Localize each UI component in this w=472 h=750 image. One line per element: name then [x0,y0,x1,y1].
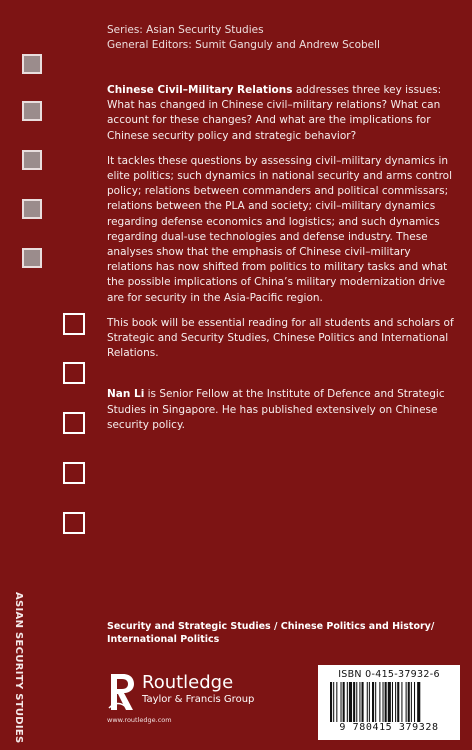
author-bio [107,387,459,433]
author-bio-text: is Senior Fellow at the Institute of Defence and Strategic Studies in Singapore. He has published extensively on Chinese security policy. [107,388,445,431]
book-title: Chinese Civil–Military Relations [107,84,293,96]
publisher-name: Routledge [142,672,234,693]
decorative-square-filled-5 [22,248,42,268]
series-name: Series: Asian Security Studies [107,24,264,36]
author-name: Nan Li [107,388,145,401]
decorative-square-open-5 [63,512,85,534]
routledge-logo-icon [107,672,137,712]
publisher-block [107,672,287,712]
decorative-square-filled-1 [22,54,42,74]
decorative-square-open-4 [63,462,85,484]
series-editors: General Editors: Sumit Ganguly and Andrew Scobell [107,39,380,51]
description-intro: addresses three key issues: What has changed in Chinese civil–military relations? What can account for these changes? And what are the implications for Chinese security policy and strategic behavior? [107,84,442,142]
decorative-square-open-2 [63,362,85,384]
barcode-bars-icon [330,682,454,722]
publisher-url: www.routledge.com [107,716,172,724]
isbn-digits: 9 780415 379328 [339,722,439,733]
decorative-square-filled-3 [22,150,42,170]
decorative-square-filled-2 [22,101,42,121]
description-paragraph-1 [107,83,459,144]
description-paragraph-3: This book will be essential reading for all students and scholars of Strategic and Security Studies, Chinese Politics and International Relations. [107,316,454,360]
spine-series-title: ASIAN SECURITY STUDIES [13,592,24,744]
barcode [318,665,460,740]
subject-categories: Security and Strategic Studies / Chinese Politics and History/ International Politics [107,621,435,645]
description-paragraph-2: It tackles these questions by assessing civil–military dynamics in elite politics; such dynamics in national security and arms control policy; relations between commanders and political commissars; relations between the PLA and society; civil–military dynamics regarding defense economics and logistics; and such dynamics regarding dual-use technologies and defense industry. These analyses show that the emphasis of Chinese civil–military relations has now shifted from politics to military tasks and what the possible implications of China’s military modernization drive are for security in the Asia-Pacific region. [107,154,453,304]
publisher-group: Taylor & Francis Group [142,694,255,705]
decorative-square-open-1 [63,313,85,335]
series-info [107,23,380,53]
book-description [107,83,459,443]
decorative-square-open-3 [63,412,85,434]
isbn-label: ISBN 0-415-37932-6 [338,669,440,680]
decorative-square-filled-4 [22,199,42,219]
